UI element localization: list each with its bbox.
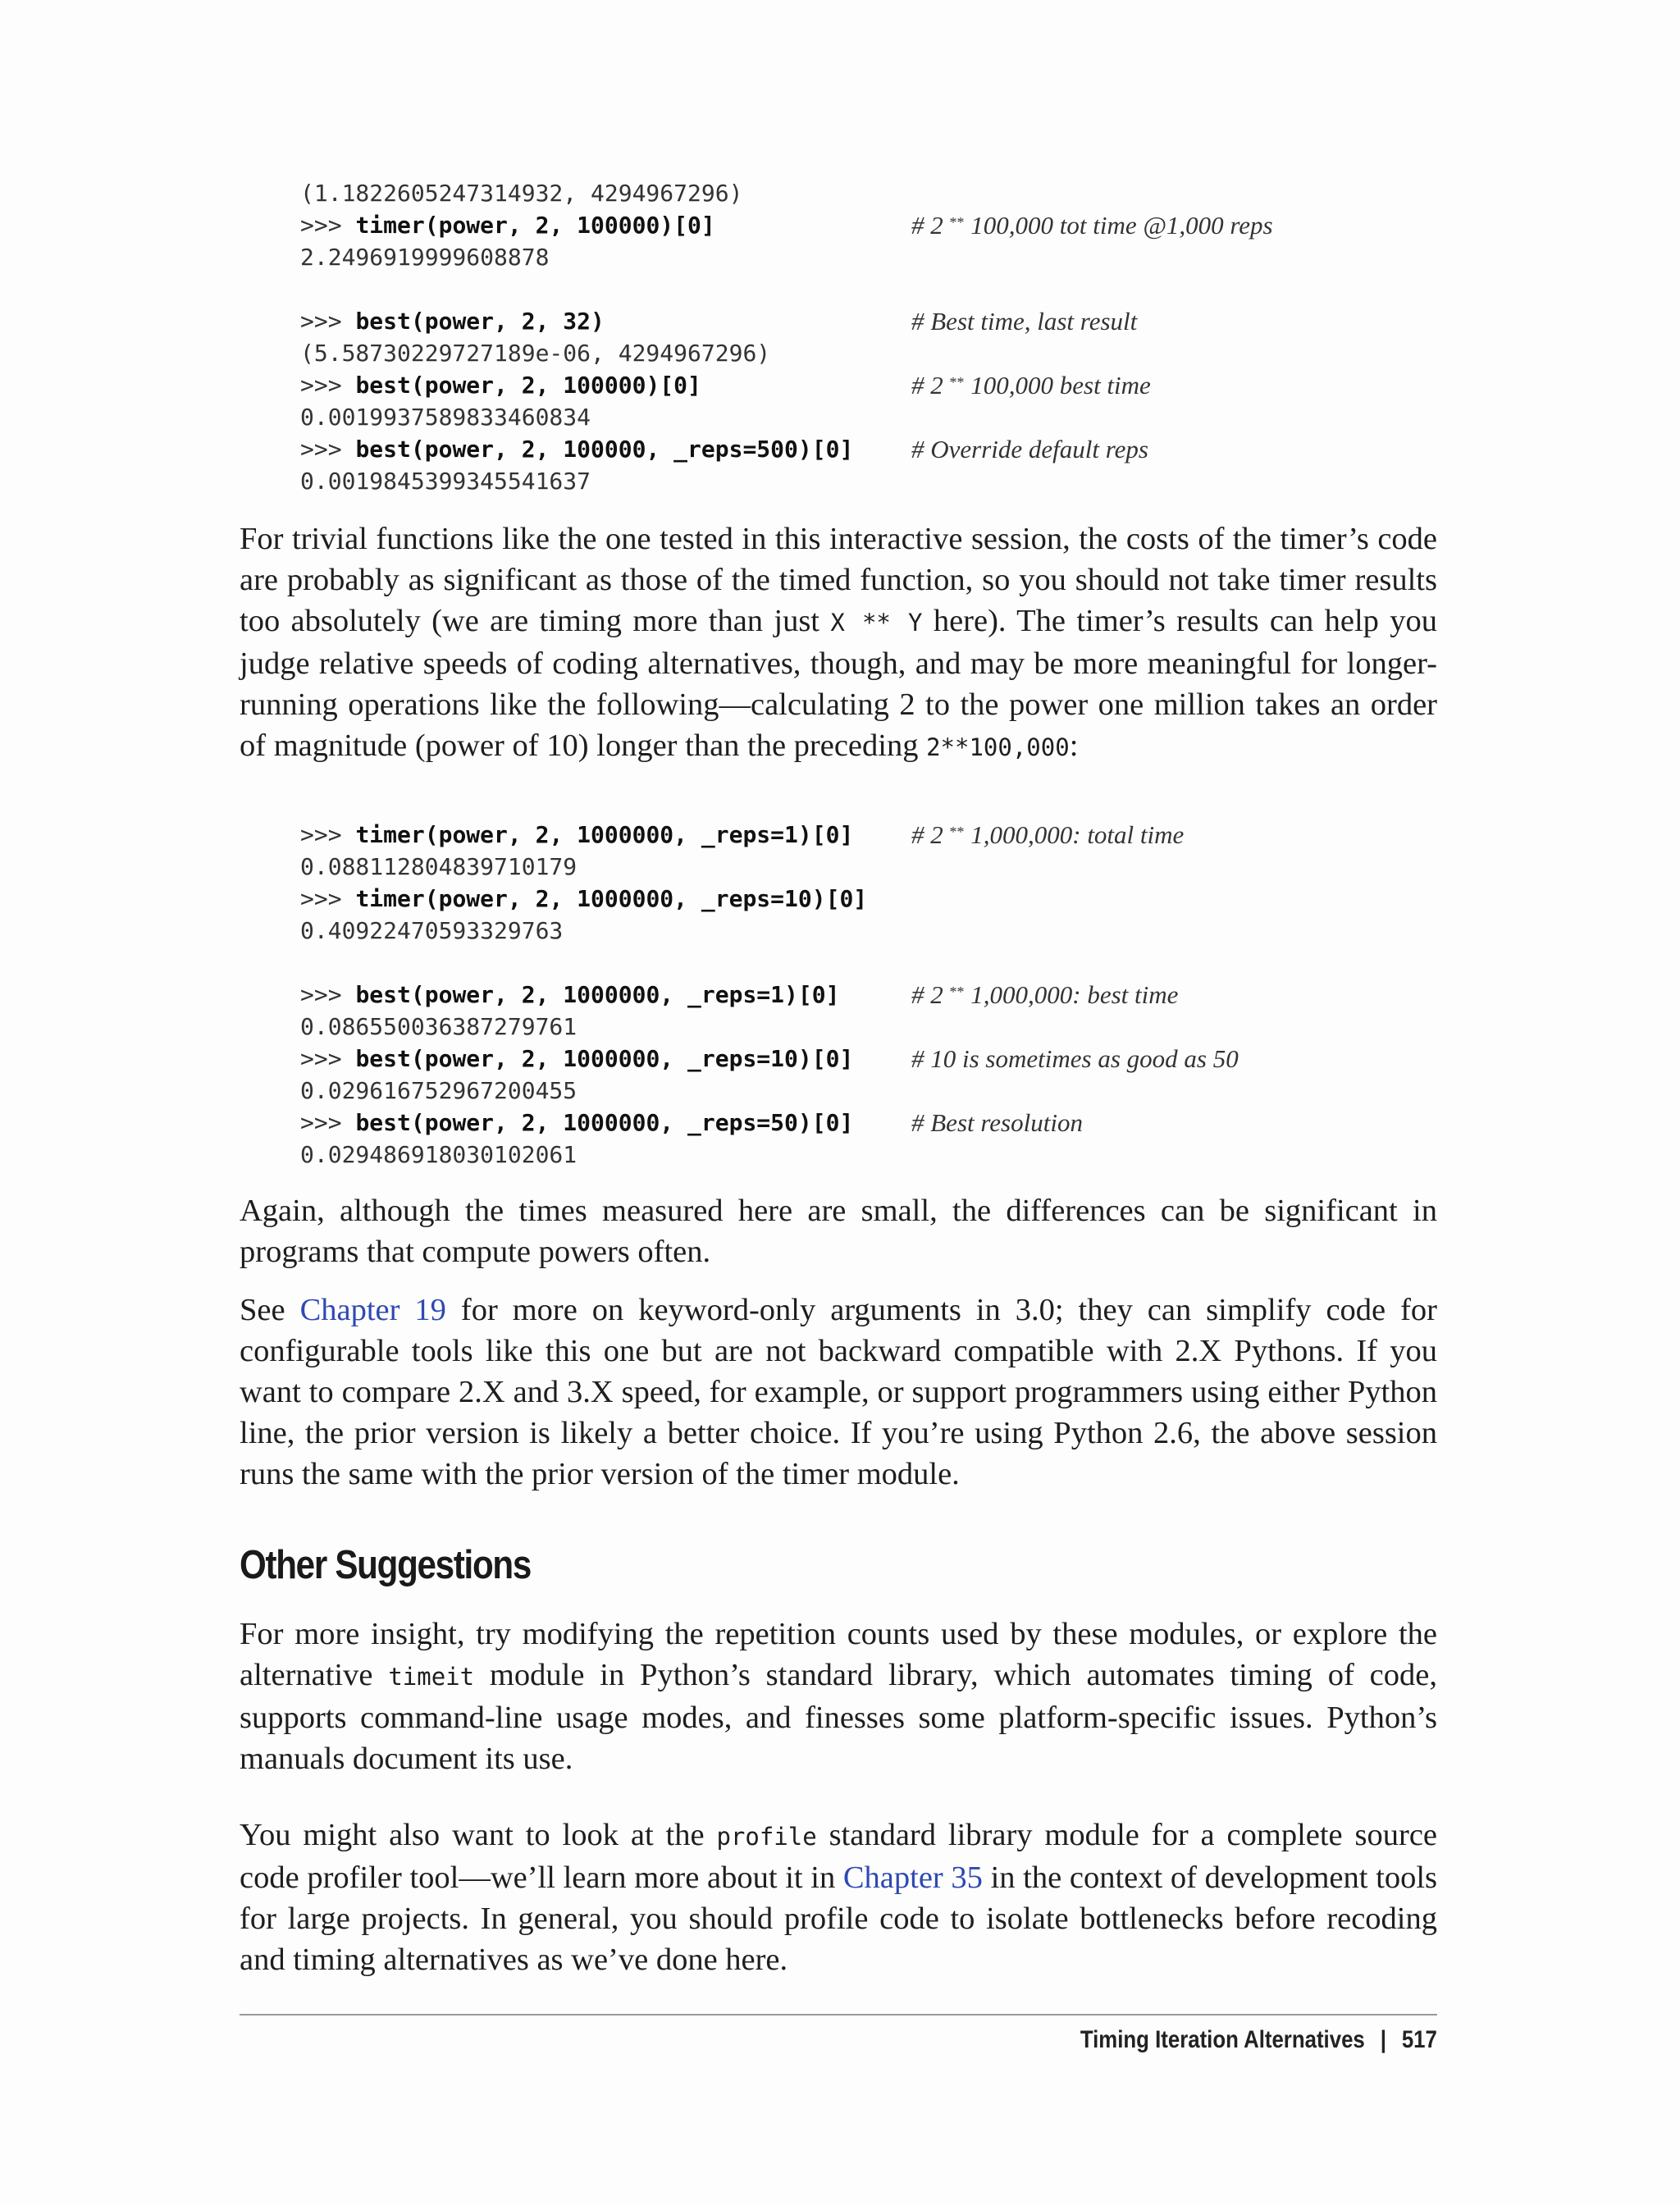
inline-code: 2**100,000 bbox=[926, 733, 1070, 761]
code-line bbox=[300, 1043, 1531, 1075]
text-run: for more on keyword-only arguments in 3.0; they can simplify code for configurable tools like this one but are not backward compatible with 2.X Pythons. If you want to compare 2.X and 3.X speed, for example, or support programmers using either Python line, the prior version is likely a better choice. If you’re using Python 2.6, the above session runs the same with the prior version of the timer module. bbox=[240, 1293, 1438, 1491]
text-run: For more insight, try modifying the repetition counts used by these modules, or explore the alternative bbox=[240, 1617, 1437, 1692]
chapter-35-link[interactable]: Chapter 35 bbox=[842, 1860, 983, 1895]
code-line bbox=[300, 1139, 1531, 1171]
code-command: best(power, 2, 32) bbox=[355, 308, 605, 335]
footer-rule bbox=[240, 2014, 1437, 2016]
inline-code: timeit bbox=[388, 1663, 475, 1691]
code-line bbox=[300, 819, 1531, 851]
code-block-1 bbox=[300, 177, 1531, 497]
paragraph-times-small: Again, although the times measured here are small, the differences can be significant in programs that compute powers often. bbox=[240, 1194, 1437, 1269]
code-line bbox=[300, 979, 1531, 1011]
code-output: 0.0019845399345541637 bbox=[300, 468, 591, 495]
running-section-title: Timing Iteration Alternatives bbox=[1080, 2026, 1365, 2053]
code-line bbox=[300, 851, 1531, 883]
text-run: here). The timer’s results can help you judge relative speeds of coding alternatives, though, and may be more meaningful for longer-running operations like the following—calculating 2 to the power one million takes an order of magnitude (power of 10) longer than the preceding bbox=[240, 604, 1437, 763]
code-prompt: >>> bbox=[300, 885, 356, 912]
footer-separator: | bbox=[1380, 2026, 1387, 2053]
code-output: 2.2496919999608878 bbox=[300, 244, 550, 271]
code-comment: # Override default reps bbox=[911, 435, 1148, 463]
code-output: 0.40922470593329763 bbox=[300, 917, 564, 944]
text-run: For trivial functions like the one tested in this interactive session, the costs of the timer’s code are probably as significant as those of the timed function, so you should not take timer results too absolutely (we are timing more than just bbox=[240, 522, 1437, 638]
code-line bbox=[300, 177, 1531, 209]
code-comment: # Best time, last result bbox=[911, 307, 1138, 336]
code-command: timer(power, 2, 1000000, _reps=10)[0] bbox=[355, 885, 868, 912]
text-run: See bbox=[240, 1293, 300, 1327]
code-prompt: >>> bbox=[300, 821, 356, 848]
text-run: : bbox=[1069, 728, 1079, 763]
code-output: 0.029616752967200455 bbox=[300, 1077, 578, 1104]
code-line bbox=[300, 241, 1531, 273]
code-command: best(power, 2, 1000000, _reps=1)[0] bbox=[355, 981, 840, 1008]
code-prompt: >>> bbox=[300, 981, 356, 1008]
code-block-2 bbox=[300, 819, 1531, 1171]
code-prompt: >>> bbox=[300, 436, 356, 463]
paragraph-profile bbox=[240, 1815, 1437, 1980]
code-prompt: >>> bbox=[300, 372, 356, 399]
code-line bbox=[300, 465, 1531, 497]
code-comment: # 2 ** 100,000 best time bbox=[911, 371, 1151, 399]
chapter-19-link[interactable]: Chapter 19 bbox=[299, 1293, 446, 1327]
code-line bbox=[300, 273, 1531, 305]
code-comment: # 2 ** 1,000,000: total time bbox=[911, 820, 1185, 849]
page-number: 517 bbox=[1401, 2026, 1437, 2053]
inline-code: X ** Y bbox=[830, 609, 923, 637]
code-comment: # Best resolution bbox=[911, 1108, 1083, 1137]
code-output: (1.1822605247314932, 4294967296) bbox=[300, 180, 743, 207]
code-command: best(power, 2, 1000000, _reps=10)[0] bbox=[355, 1045, 854, 1072]
page-footer bbox=[1080, 2026, 1437, 2054]
code-command: timer(power, 2, 100000)[0] bbox=[355, 212, 715, 239]
code-line bbox=[300, 1011, 1531, 1043]
code-command: best(power, 2, 100000)[0] bbox=[355, 372, 701, 399]
text-run: in the context of development tools for large projects. In general, you should profile code to isolate bottlenecks before recoding and timing alternatives as we’ve done here. bbox=[240, 1860, 1437, 1977]
code-line bbox=[300, 1075, 1531, 1107]
code-prompt: >>> bbox=[300, 1045, 356, 1072]
code-output: 0.086550036387279761 bbox=[300, 1013, 578, 1040]
code-line bbox=[300, 433, 1531, 465]
code-line bbox=[300, 1107, 1531, 1139]
code-line bbox=[300, 947, 1531, 979]
paragraph-keyword-only bbox=[240, 1290, 1437, 1495]
code-command: best(power, 2, 1000000, _reps=50)[0] bbox=[355, 1109, 854, 1136]
code-line bbox=[300, 401, 1531, 433]
inline-code: profile bbox=[716, 1823, 817, 1851]
code-line bbox=[300, 883, 1531, 915]
code-line bbox=[300, 915, 1531, 947]
code-comment: # 10 is sometimes as good as 50 bbox=[911, 1044, 1239, 1073]
code-output: 0.0019937589833460834 bbox=[300, 404, 591, 431]
code-prompt: >>> bbox=[300, 308, 356, 335]
code-output: (5.58730229727189e-06, 4294967296) bbox=[300, 340, 771, 367]
code-line bbox=[300, 369, 1531, 401]
code-prompt: >>> bbox=[300, 1109, 356, 1136]
code-output: 0.029486918030102061 bbox=[300, 1141, 578, 1168]
text-run: module in Python’s standard library, which automates timing of code, supports command-line usage modes, and finesses some platform-specific issues. Python’s manuals document its use. bbox=[240, 1658, 1437, 1776]
text-run: standard library module for a complete source code profiler tool—we’ll learn more about it in bbox=[240, 1818, 1438, 1895]
section-heading: Other Suggestions bbox=[240, 1543, 532, 1587]
paragraph-timer-costs bbox=[240, 518, 1437, 768]
code-line bbox=[300, 337, 1531, 369]
code-command: best(power, 2, 100000, _reps=500)[0] bbox=[355, 436, 854, 463]
paragraph-more-insight bbox=[240, 1614, 1437, 1779]
code-prompt: >>> bbox=[300, 212, 356, 239]
code-comment: # 2 ** 1,000,000: best time bbox=[911, 980, 1179, 1009]
text-run: You might also want to look at the bbox=[240, 1818, 717, 1852]
code-line bbox=[300, 209, 1531, 241]
code-output: 0.088112804839710179 bbox=[300, 853, 578, 880]
code-comment: # 2 ** 100,000 tot time @1,000 reps bbox=[911, 211, 1273, 240]
code-line bbox=[300, 305, 1531, 337]
code-command: timer(power, 2, 1000000, _reps=1)[0] bbox=[355, 821, 854, 848]
